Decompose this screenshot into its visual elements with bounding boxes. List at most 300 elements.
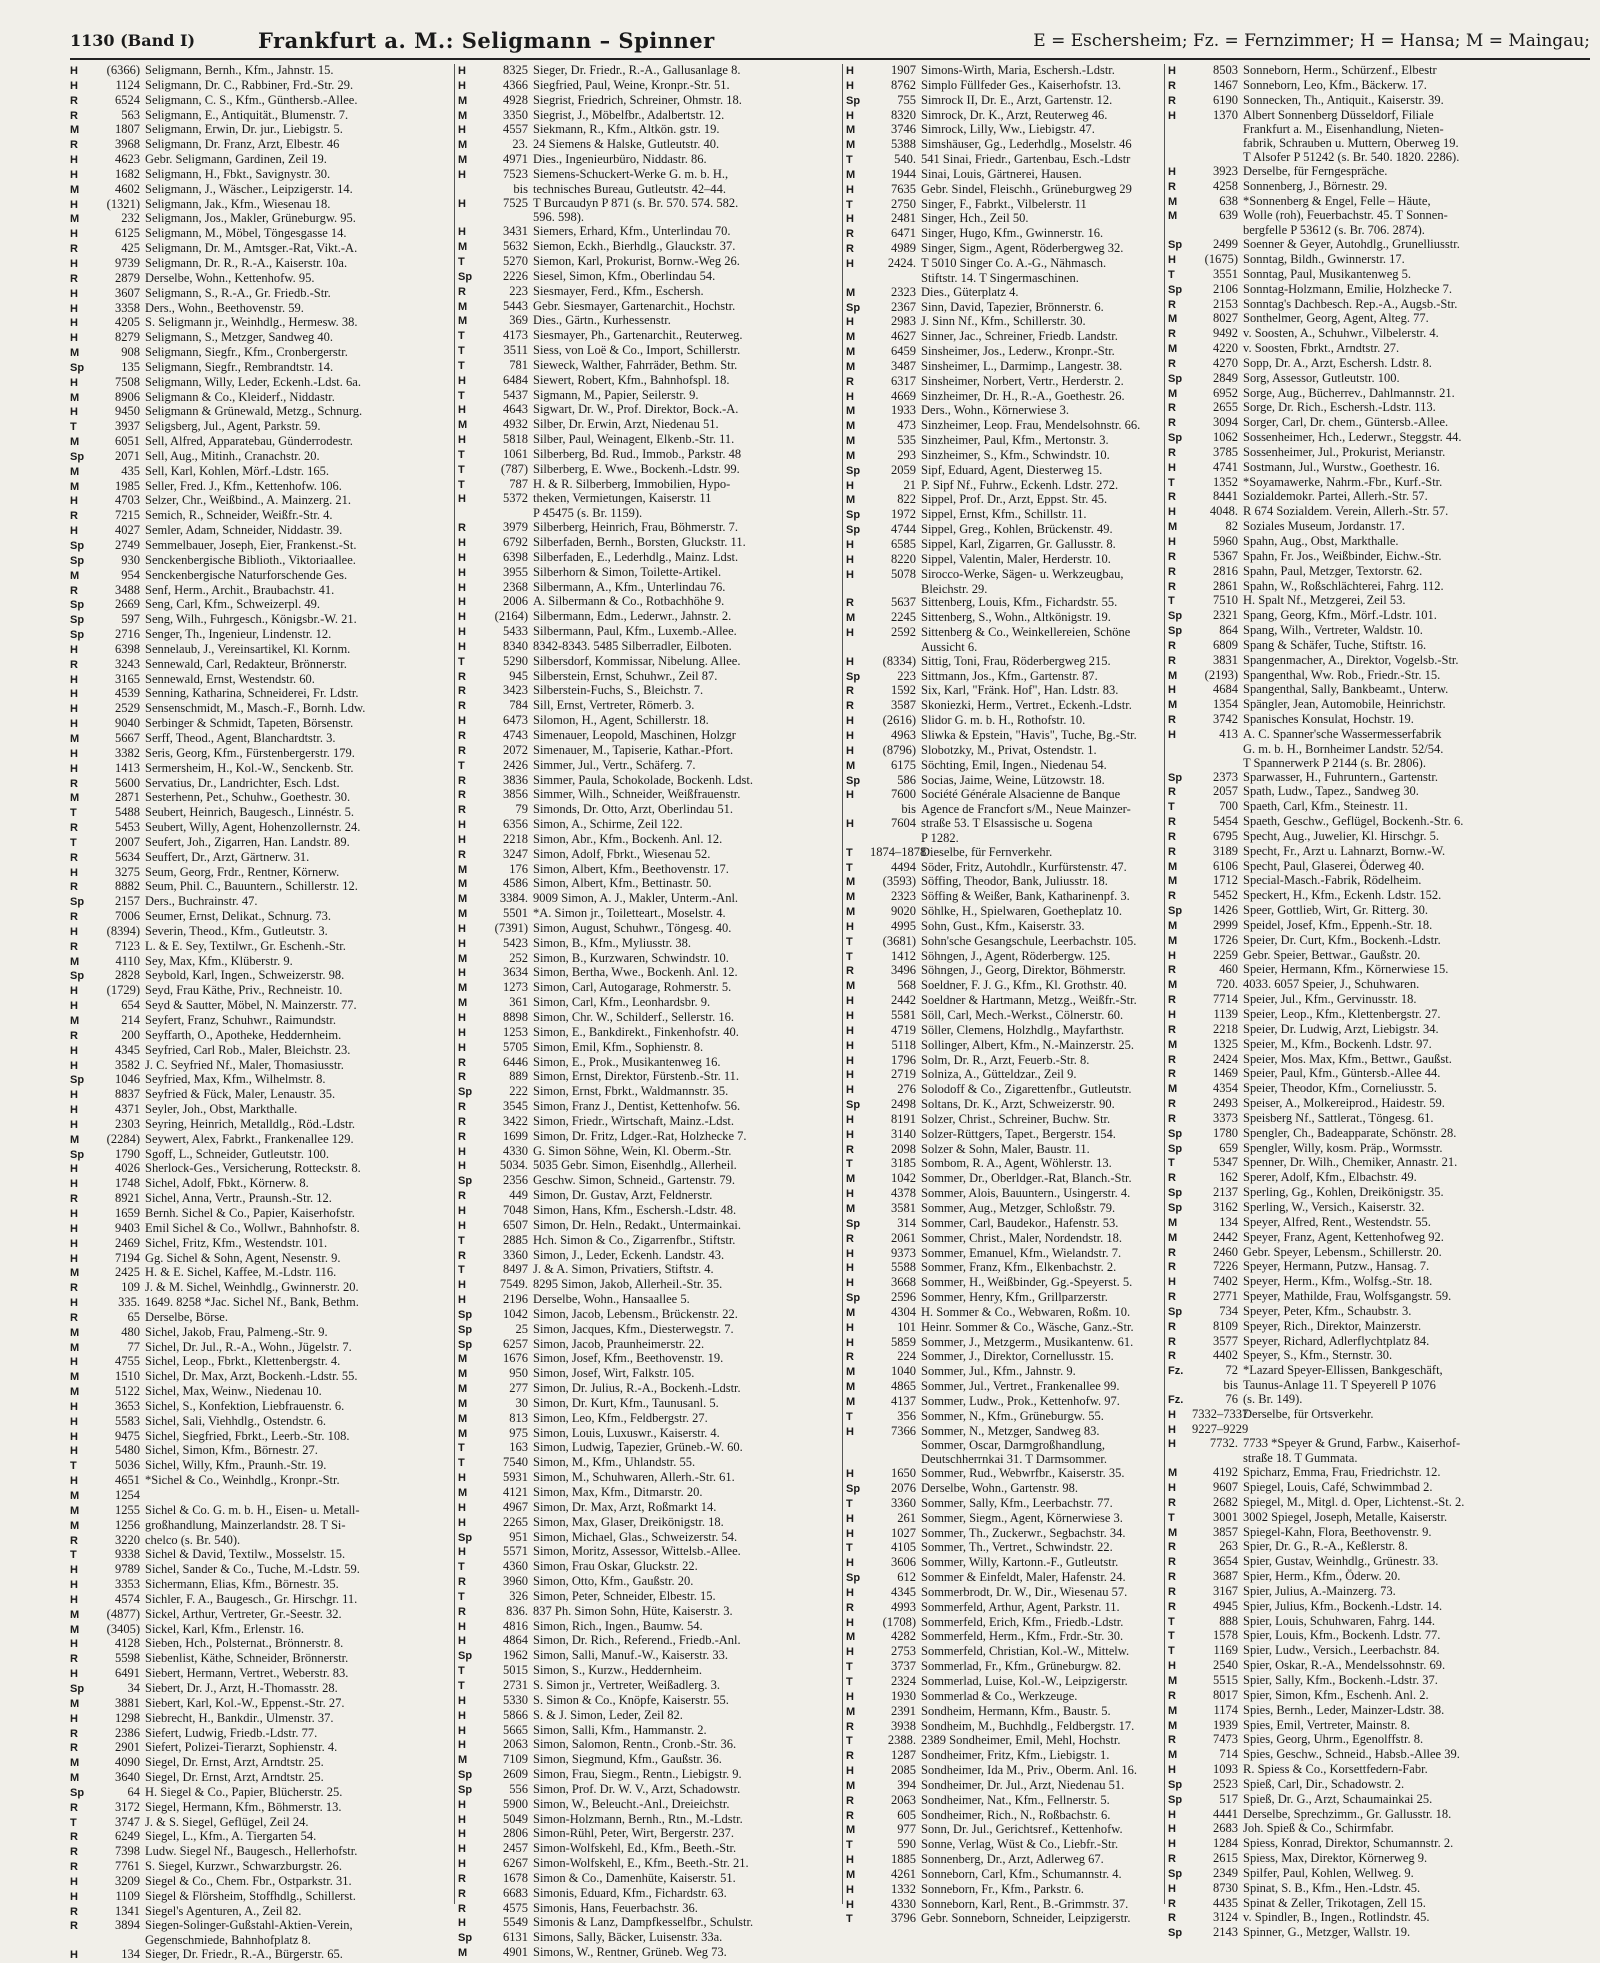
directory-entry bbox=[1168, 1615, 1588, 1630]
directory-entry bbox=[70, 1252, 452, 1267]
phone-number: 8882 bbox=[115, 879, 140, 894]
entry-text: Sittenberg, Louis, Kfm., Fichardstr. 55. bbox=[921, 595, 1118, 610]
phone-number: 568 bbox=[897, 978, 916, 993]
directory-entry bbox=[458, 1130, 840, 1145]
phone-number: (6366) bbox=[106, 63, 140, 77]
entry-text: Soltans, Dr. K., Arzt, Schweizerstr. 90. bbox=[921, 1097, 1115, 1112]
exchange-code: R bbox=[70, 1282, 78, 1295]
entry-text: Sondheim, Hermann, Kfm., Baustr. 5. bbox=[921, 1703, 1111, 1718]
entry-text: Simon-Wolfskehl, E., Kfm., Beeth.-Str. 21. bbox=[533, 1856, 749, 1871]
directory-entry bbox=[458, 1916, 840, 1931]
entry-text: Spiess, Konrad, Direktor, Schumannstr. 2. bbox=[1243, 1836, 1454, 1851]
phone-number: 4669 bbox=[891, 388, 916, 403]
exchange-code: M bbox=[458, 94, 468, 107]
exchange-code: H bbox=[1168, 1482, 1176, 1494]
exchange-code: M bbox=[458, 952, 468, 965]
directory-entry bbox=[1168, 1156, 1588, 1171]
phone-number: 1413 bbox=[115, 760, 140, 775]
directory-entry bbox=[70, 405, 452, 420]
directory-entry bbox=[1168, 1408, 1588, 1423]
directory-entry bbox=[1168, 800, 1588, 815]
entry-text: Sollinger, Albert, Kfm., N.-Mainzerstr. 25. bbox=[921, 1037, 1135, 1052]
exchange-code: R bbox=[458, 1249, 466, 1262]
phone-number: 2143 bbox=[1213, 1925, 1238, 1940]
directory-entry bbox=[458, 1931, 840, 1946]
directory-entry bbox=[70, 687, 452, 702]
entry-text: Söhngen, J., Georg, Direktor, Böhmerstr. bbox=[921, 963, 1126, 978]
entry-text: Senckenbergische Biblioth., Viktoriaallee. bbox=[145, 552, 356, 567]
directory-entry bbox=[1168, 1437, 1588, 1452]
directory-entry bbox=[458, 1204, 840, 1219]
exchange-code: R bbox=[1168, 180, 1176, 193]
phone-number: 7523 bbox=[503, 166, 528, 181]
exchange-code: R bbox=[1168, 328, 1176, 341]
phone-number: 263 bbox=[1219, 1539, 1238, 1554]
directory-entry bbox=[70, 1073, 452, 1088]
phone-number: 1426 bbox=[1213, 903, 1238, 918]
directory-entry bbox=[70, 1400, 452, 1415]
entry-text: Gebr. Siesmayer, Gartenarchit., Hochstr. bbox=[533, 298, 736, 313]
directory-entry bbox=[458, 329, 840, 344]
entry-text: S. Simon & Co., Knöpfe, Kaiserstr. 55. bbox=[533, 1692, 729, 1707]
phone-number: 5549 bbox=[503, 1915, 528, 1930]
phone-number: 7048 bbox=[503, 1202, 528, 1217]
exchange-code: H bbox=[70, 1445, 78, 1458]
directory-entry bbox=[1168, 1246, 1588, 1261]
phone-number: 5347 bbox=[1213, 1155, 1238, 1170]
phone-number: bis bbox=[513, 181, 528, 196]
phone-number: 9020 bbox=[891, 904, 916, 919]
entry-text: Siebert, Hermann, Vertret., Weberstr. 83. bbox=[145, 1666, 349, 1681]
phone-number: 4282 bbox=[891, 1629, 916, 1644]
entry-text: L. & E. Sey, Textilwr., Gr. Eschenh.-Str. bbox=[145, 938, 346, 953]
exchange-code: M bbox=[70, 1326, 80, 1339]
exchange-code: M bbox=[458, 1487, 468, 1499]
phone-number: 2771 bbox=[1213, 1289, 1238, 1304]
exchange-code: H bbox=[1168, 165, 1176, 178]
exchange-code: R bbox=[458, 1056, 466, 1069]
phone-number: 6249 bbox=[115, 1829, 140, 1844]
entry-text: Sichel, Sander & Co., Tuche, M.-Ldstr. 59. bbox=[145, 1562, 360, 1577]
entry-text: Soziales Museum, Jordanstr. 17. bbox=[1243, 519, 1405, 534]
entry-text: Sinzheimer, Dr. H., R.-A., Goethestr. 26. bbox=[921, 388, 1125, 403]
phone-number: 200 bbox=[121, 1027, 140, 1042]
phone-number: 2061 bbox=[891, 1230, 916, 1245]
phone-number: 3653 bbox=[115, 1398, 140, 1413]
exchange-code: Sp bbox=[458, 1323, 473, 1336]
entry-text: chelco (s. Br. 540). bbox=[145, 1532, 241, 1547]
directory-entry bbox=[1168, 224, 1588, 238]
exchange-code: H bbox=[846, 1557, 854, 1570]
entry-text: Siebenlist, Käthe, Schneider, Brönnerstr. bbox=[145, 1651, 349, 1666]
exchange-code: M bbox=[846, 405, 856, 418]
entry-text: 24 Siemens & Halske, Gutleutstr. 40. bbox=[533, 137, 720, 152]
exchange-code: T bbox=[458, 1264, 465, 1277]
directory-entry bbox=[1168, 1231, 1588, 1246]
entry-text: Simon, Siegmund, Kfm., Gaußstr. 36. bbox=[533, 1752, 722, 1767]
entry-text: S. Siegel, Kurzwr., Schwarzburgstr. 26. bbox=[145, 1859, 342, 1874]
entry-text: Soenner & Geyer, Autohdlg., Grunelliusstr. bbox=[1243, 237, 1460, 252]
directory-entry bbox=[1168, 268, 1588, 283]
phone-number: 4928 bbox=[503, 92, 528, 107]
entry-text: Sperling, W., Versich., Kaiserstr. 32. bbox=[1243, 1199, 1425, 1214]
entry-text: Simon, Emil, Kfm., Sophienstr. 8. bbox=[533, 1039, 704, 1054]
directory-entry bbox=[70, 1281, 452, 1296]
phone-number: 3668 bbox=[891, 1275, 916, 1290]
phone-number: 5454 bbox=[1213, 814, 1238, 829]
entry-text: Simmer, Jul., Vertr., Schäferg. 7. bbox=[533, 757, 696, 772]
directory-entry bbox=[70, 1474, 452, 1489]
phone-number: 4623 bbox=[115, 152, 140, 167]
exchange-code: M bbox=[458, 154, 468, 167]
entry-text: Servatius, Dr., Landrichter, Esch. Ldst. bbox=[145, 775, 340, 790]
entry-text: Sill, Ernst, Vertreter, Römerb. 3. bbox=[533, 698, 695, 713]
entry-text: Solodoff & Co., Zigarettenfbr., Gutleutstr. bbox=[921, 1082, 1132, 1097]
exchange-code: H bbox=[70, 1949, 78, 1962]
exchange-code: R bbox=[846, 228, 854, 241]
entry-text: 837 Ph. Simon Sohn, Hüte, Kaiserstr. 3. bbox=[533, 1603, 733, 1618]
entry-text: Sieger, Dr. Friedr., R.-A., Bürgerstr. 65. bbox=[145, 1947, 343, 1962]
exchange-code: T bbox=[70, 807, 77, 820]
exchange-code: H bbox=[70, 257, 78, 270]
directory-entry bbox=[1168, 1733, 1588, 1748]
phone-number: 5866 bbox=[503, 1707, 528, 1722]
exchange-code: M bbox=[70, 1386, 80, 1399]
entry-text: Sichermann, Elias, Kfm., Börnestr. 35. bbox=[145, 1577, 339, 1592]
phone-number: 2388. bbox=[887, 1733, 916, 1748]
phone-number: 6175 bbox=[891, 757, 916, 772]
exchange-code: M bbox=[458, 863, 468, 876]
entry-text: Sinn, David, Tapezier, Brönnerstr. 6. bbox=[921, 299, 1104, 314]
phone-number: 2303 bbox=[115, 1116, 140, 1131]
exchange-code: M bbox=[846, 449, 856, 462]
phone-number: 4026 bbox=[115, 1161, 140, 1176]
entry-text: Spiess, Max, Direktor, Körnerweg 9. bbox=[1243, 1851, 1428, 1866]
exchange-code: M bbox=[458, 1754, 468, 1767]
entry-text: Silbermann, Edm., Lederwr., Jahnstr. 2. bbox=[533, 609, 732, 624]
exchange-code: R bbox=[70, 1861, 78, 1874]
exchange-code: H bbox=[458, 1917, 466, 1930]
phone-number: 4719 bbox=[891, 1022, 916, 1037]
entry-text: 8295 Simon, Jakob, Allerheil.-Str. 35. bbox=[533, 1277, 723, 1292]
entry-text: Seligmann, J., Wäscher., Leipzigerstr. 14. bbox=[145, 181, 353, 196]
entry-text: Seligmann, Dr. M., Amtsger.-Rat, Vikt.-A. bbox=[145, 241, 358, 256]
entry-text: Spieß, Carl, Dir., Schadowstr. 2. bbox=[1243, 1776, 1405, 1791]
phone-number: 3607 bbox=[115, 285, 140, 300]
directory-entry bbox=[458, 1590, 840, 1605]
entry-text: 541 Sinai, Friedr., Gartenbau, Esch.-Ldstr bbox=[921, 152, 1131, 167]
directory-entry bbox=[70, 1578, 452, 1593]
phone-number: 82 bbox=[1225, 519, 1238, 534]
exchange-code: R bbox=[70, 1742, 78, 1755]
directory-entry bbox=[70, 1118, 452, 1133]
phone-number: 4651 bbox=[115, 1473, 140, 1488]
phone-number: 3831 bbox=[1213, 652, 1238, 667]
entry-text: Seubert, Heinrich, Baugesch., Linnéstr. 5. bbox=[145, 805, 354, 820]
entry-text: Sonntag, Bildh., Gwinnerstr. 17. bbox=[1243, 251, 1405, 266]
exchange-code: H bbox=[846, 715, 854, 728]
directory-entry bbox=[70, 658, 452, 673]
exchange-code: T bbox=[458, 1457, 465, 1470]
directory-entry bbox=[458, 625, 840, 640]
phone-number: 2137 bbox=[1213, 1185, 1238, 1200]
exchange-code: T bbox=[458, 1665, 465, 1678]
phone-number: 1885 bbox=[891, 1852, 916, 1867]
phone-number: (4877) bbox=[106, 1606, 140, 1621]
entry-text: J. C. Seyfried Nf., Maler, Thomasiusstr. bbox=[145, 1057, 344, 1072]
entry-text: Simon, J., Leder, Eckenh. Landstr. 43. bbox=[533, 1247, 725, 1262]
phone-number: 1510 bbox=[115, 1369, 140, 1384]
directory-entry bbox=[70, 1192, 452, 1207]
entry-text: Socias, Jaime, Weine, Lützowstr. 18. bbox=[921, 772, 1105, 787]
entry-text: Spahn, Aug., Obst, Markthalle. bbox=[1243, 534, 1399, 548]
directory-entry bbox=[70, 1816, 452, 1831]
entry-text: Sommer & Einfeldt, Maler, Hafenstr. 24. bbox=[921, 1570, 1126, 1585]
phone-number: 2071 bbox=[115, 448, 140, 463]
phone-number: 3938 bbox=[891, 1718, 916, 1733]
entry-text: Söll, Carl, Mech.-Werkst., Cölnerstr. 60. bbox=[921, 1008, 1124, 1022]
directory-entry bbox=[70, 806, 452, 821]
phone-number: 335. bbox=[118, 1295, 140, 1310]
exchange-code: H bbox=[1168, 949, 1176, 962]
exchange-code: H bbox=[846, 1084, 854, 1097]
exchange-code: H bbox=[458, 168, 466, 181]
exchange-code: R bbox=[846, 1351, 854, 1364]
directory-entry bbox=[1168, 609, 1588, 624]
exchange-code: H bbox=[846, 729, 854, 742]
phone-number: 2072 bbox=[503, 742, 528, 757]
phone-number: 2609 bbox=[503, 1767, 528, 1782]
entry-text: Simon, Max, Glaser, Dreikönigstr. 18. bbox=[533, 1514, 724, 1529]
entry-text: Sommer, Rud., Webwrfbr., Kaiserstr. 35. bbox=[921, 1466, 1125, 1481]
entry-text: Simon, Michael, Glas., Schweizerstr. 54. bbox=[533, 1529, 738, 1544]
phone-number: 1796 bbox=[891, 1052, 916, 1067]
entry-text: Simon, Carl, Kfm., Leonhardsbr. 9. bbox=[533, 995, 711, 1010]
exchange-code: Sp bbox=[70, 540, 85, 552]
entry-text: Speier, Leop., Kfm., Klettenbergstr. 27. bbox=[1243, 1007, 1441, 1021]
phone-number: 5705 bbox=[503, 1039, 528, 1054]
directory-entry bbox=[1168, 743, 1588, 757]
phone-number: 954 bbox=[121, 567, 140, 582]
directory-entry bbox=[70, 1786, 452, 1801]
phone-number: 7604 bbox=[891, 816, 916, 831]
entry-text: Ders., Wohn., Beethovenstr. 59. bbox=[145, 300, 304, 315]
exchange-code: H bbox=[846, 1468, 854, 1481]
entry-text: Sommer, Alois, Bauuntern., Usingerstr. 4. bbox=[921, 1186, 1131, 1201]
entry-text: Silbermann, A., Kfm., Unterlindau 76. bbox=[533, 579, 726, 594]
entry-text: Speisberg Nf., Sattlerat., Töngesg. 61. bbox=[1243, 1110, 1434, 1125]
entry-text: Seumer, Ernst, Delikat., Schnurg. 73. bbox=[145, 909, 332, 924]
entry-text: Semich, R., Schneider, Weißfr.-Str. 4. bbox=[145, 508, 333, 523]
directory-entry bbox=[1168, 978, 1588, 993]
exchange-code: R bbox=[70, 1831, 78, 1844]
directory-entry bbox=[70, 183, 452, 198]
phone-number: 822 bbox=[897, 492, 916, 507]
exchange-code: H bbox=[846, 390, 854, 403]
entry-text: Sondheimer, Fritz, Kfm., Liebigstr. 1. bbox=[921, 1748, 1110, 1763]
exchange-code: M bbox=[70, 480, 80, 493]
exchange-code: Sp bbox=[458, 1650, 473, 1663]
entry-text: H. Siegel & Co., Papier, Blücherstr. 25. bbox=[145, 1784, 343, 1799]
directory-entry bbox=[70, 762, 452, 777]
entry-text: Gebr. Sindel, Fleischh., Grüneburgweg 29 bbox=[921, 181, 1132, 196]
exchange-code: H bbox=[458, 611, 466, 624]
phone-number: 3955 bbox=[503, 564, 528, 579]
directory-entry bbox=[1168, 698, 1588, 713]
directory-entry bbox=[1168, 1379, 1588, 1393]
phone-number: 3422 bbox=[503, 1113, 528, 1128]
entry-text: Sohn, Gust., Kfm., Kaiserstr. 33. bbox=[921, 918, 1085, 933]
phone-number: 2367 bbox=[891, 299, 916, 314]
entry-text: Simon, Salli, Manuf.-W., Kaiserstr. 33. bbox=[533, 1648, 729, 1663]
phone-number: 4989 bbox=[891, 241, 916, 256]
entry-text: bergfelle P 53612 (s. Br. 706. 2874). bbox=[1243, 223, 1425, 238]
directory-entry bbox=[70, 1593, 452, 1608]
phone-number: 8906 bbox=[115, 389, 140, 404]
entry-text: Simon, Adolf, Fbrkt., Wiesenau 52. bbox=[533, 846, 711, 861]
entry-text: Simon-Holzmann, Bernh., Rtn., M.-Ldstr. bbox=[533, 1811, 743, 1826]
directory-entry bbox=[1168, 1540, 1588, 1555]
exchange-code: H bbox=[70, 228, 78, 241]
exchange-code: M bbox=[70, 1623, 80, 1636]
exchange-code: R bbox=[458, 1576, 466, 1589]
phone-number: 5488 bbox=[115, 805, 140, 820]
exchange-code: M bbox=[846, 346, 856, 359]
entry-text: Simonis, Eduard, Kfm., Fichardstr. 63. bbox=[533, 1885, 727, 1900]
entry-text: Special-Masch.-Fabrik, Rödelheim. bbox=[1243, 873, 1422, 888]
exchange-code: H bbox=[458, 1160, 466, 1173]
exchange-code: R bbox=[70, 243, 78, 256]
phone-number: 5118 bbox=[891, 1037, 916, 1052]
entry-text: Simon, Ernst, Direktor, Fürstenb.-Str. 11. bbox=[533, 1069, 739, 1084]
exchange-code: Sp bbox=[1168, 1305, 1183, 1318]
directory-entry bbox=[1168, 639, 1588, 654]
entry-text: Derselbe, Sprechzimm., Gr. Gallusstr. 18. bbox=[1243, 1806, 1452, 1821]
phone-number: 950 bbox=[509, 1366, 528, 1381]
phone-number: 5515 bbox=[1213, 1672, 1238, 1687]
entry-text: Specht, Aug., Juwelier, Kl. Hirschgr. 5. bbox=[1243, 828, 1440, 843]
phone-number: 2901 bbox=[115, 1740, 140, 1755]
exchange-code: Sp bbox=[846, 1099, 861, 1112]
exchange-code: H bbox=[458, 626, 466, 639]
directory-entry bbox=[1168, 1320, 1588, 1335]
phone-number: 4121 bbox=[503, 1485, 528, 1499]
phone-number: 4741 bbox=[1213, 459, 1238, 474]
directory-entry bbox=[1168, 1911, 1588, 1926]
phone-number: 5632 bbox=[503, 239, 528, 254]
phone-number: 3209 bbox=[115, 1873, 140, 1888]
phone-number: 5034. bbox=[499, 1158, 528, 1173]
phone-number: 1046 bbox=[115, 1072, 140, 1087]
exchange-code: M bbox=[846, 168, 856, 181]
entry-text: Silberstein, Ernst, Schuhwr., Zeil 87. bbox=[533, 668, 718, 683]
phone-number: 1412 bbox=[891, 948, 916, 963]
entry-text: Sichel & David, Textilw., Mosselstr. 15. bbox=[145, 1547, 346, 1562]
phone-number: 3189 bbox=[1213, 843, 1238, 858]
directory-entry bbox=[458, 610, 840, 625]
exchange-code: M bbox=[70, 391, 80, 404]
exchange-code: H bbox=[1168, 109, 1176, 122]
phone-number: 6317 bbox=[891, 373, 916, 388]
exchange-code: Sp bbox=[70, 599, 85, 612]
entry-text: Simon, S., Kurzw., Heddernheim. bbox=[533, 1663, 702, 1678]
directory-entry bbox=[1168, 490, 1588, 505]
phone-number: 3172 bbox=[115, 1799, 140, 1814]
directory-entry bbox=[70, 1103, 452, 1118]
entry-text: Spangenthal, Ww. Rob., Friedr.-Str. 15. bbox=[1243, 667, 1441, 682]
entry-text: Spangenthal, Sally, Bankbeamt., Unterw. bbox=[1243, 682, 1449, 697]
phone-number: 2424. bbox=[887, 255, 916, 270]
phone-number: 5960 bbox=[1213, 534, 1238, 548]
directory-entry bbox=[70, 1059, 452, 1074]
entry-text: Siegen-Solinger-Gußstahl-Aktien-Verein, bbox=[145, 1918, 353, 1933]
entry-text: Sommer, H., Weißbinder, Gg.-Speyerst. 5. bbox=[921, 1275, 1133, 1290]
directory-entry bbox=[1168, 683, 1588, 698]
directory-entry bbox=[1168, 1171, 1588, 1186]
entry-text: Simon-Rühl, Peter, Wirt, Bergerstr. 237. bbox=[533, 1826, 734, 1841]
exchange-code: Sp bbox=[846, 1292, 861, 1305]
exchange-code: H bbox=[70, 1638, 78, 1651]
directory-entry bbox=[70, 1088, 452, 1103]
phone-number: 7006 bbox=[115, 909, 140, 924]
phone-number: 5583 bbox=[115, 1413, 140, 1428]
exchange-code: Sp bbox=[846, 464, 861, 477]
exchange-code: H bbox=[70, 1668, 78, 1681]
phone-number: 9789 bbox=[115, 1562, 140, 1577]
exchange-code: R bbox=[1168, 890, 1176, 903]
directory-entry bbox=[1168, 520, 1588, 535]
exchange-code: M bbox=[70, 1697, 80, 1710]
phone-number: 1467 bbox=[1213, 77, 1238, 92]
phone-number: 2683 bbox=[1213, 1821, 1238, 1836]
phone-number: 6683 bbox=[503, 1885, 528, 1900]
exchange-code: H bbox=[70, 168, 78, 181]
directory-entry bbox=[458, 1070, 840, 1085]
entry-text: H. Spalt Nf., Metzgerei, Zeil 53. bbox=[1243, 593, 1406, 608]
phone-number: 3167 bbox=[1213, 1583, 1238, 1598]
directory-entry bbox=[1168, 1763, 1588, 1778]
exchange-code: R bbox=[1168, 1112, 1176, 1125]
exchange-code: M bbox=[70, 1490, 80, 1502]
phone-number: 425 bbox=[121, 241, 140, 256]
phone-number: 5571 bbox=[503, 1544, 528, 1559]
directory-entry bbox=[458, 1946, 840, 1961]
exchange-code: R bbox=[1168, 1320, 1176, 1333]
exchange-code: H bbox=[458, 1026, 466, 1039]
entry-text: Simon, Albert, Kfm., Bettinastr. 50. bbox=[533, 876, 712, 891]
phone-number: 64 bbox=[127, 1784, 140, 1799]
entry-text: Seligmann, M., Möbel, Töngesgasse 14. bbox=[145, 226, 347, 241]
exchange-code: R bbox=[846, 1601, 854, 1614]
entry-text: Sinai, Louis, Gärtnerei, Hausen. bbox=[921, 166, 1082, 181]
exchange-code: H bbox=[846, 1128, 854, 1141]
entry-text: Simon, Josef, Wirt, Falkstr. 105. bbox=[533, 1366, 695, 1381]
exchange-code: H bbox=[458, 1204, 466, 1217]
directory-entry bbox=[458, 1456, 840, 1471]
directory-entry bbox=[1168, 1452, 1588, 1466]
exchange-code: T bbox=[846, 1661, 853, 1674]
exchange-code: R bbox=[846, 375, 854, 388]
phone-number: 4435 bbox=[1213, 1895, 1238, 1910]
phone-number: 3247 bbox=[503, 846, 528, 861]
phone-number: 2596 bbox=[891, 1290, 916, 1305]
exchange-code: Sp bbox=[458, 1531, 473, 1544]
directory-entry bbox=[70, 880, 452, 895]
entry-text: Simon, Prof. Dr. W. V., Arzt, Schadowstr. bbox=[533, 1781, 741, 1796]
phone-number: 4864 bbox=[503, 1633, 528, 1648]
exchange-code: H bbox=[70, 718, 78, 731]
phone-number: 79 bbox=[515, 802, 528, 817]
